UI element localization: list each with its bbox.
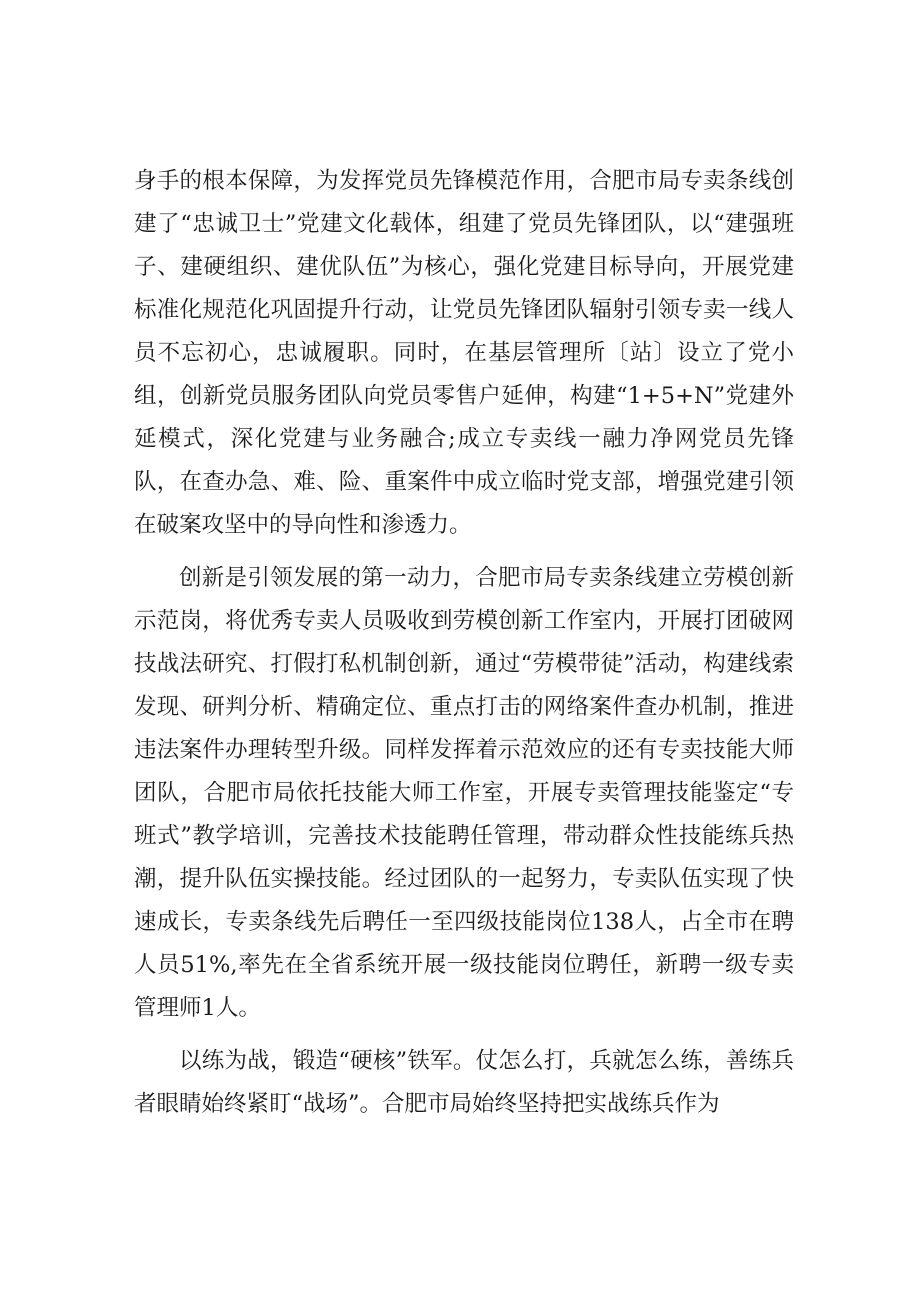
paragraph-3: 以练为战，锻造“硬核”铁军。仗怎么打，兵就怎么练，善练兵者眼睛始终紧盯“战场”。合肥市局始终坚持把实战练兵作为 — [134, 1048, 794, 1117]
paragraph-2: 创新是引领发展的第一动力，合肥市局专卖条线建立劳模创新示范岗，将优秀专卖人员吸收到劳模创新工作室内，开展打团破网技战法研究、打假打私机制创新，通过“劳模带徒”活动，构建线索发现、研判分析、精确定位、重点打击的网络案件查办机制，推进违法案件办理转型升级。同样发挥着示范效应的还有专卖技能大师团队，合肥市局依托技能大师工作室，开展专卖管理技能鉴定“专班式”教学培训，完善技术技能聘任管理，带动群众性技能练兵热潮，提升队伍实操技能。经过团队的一起努力，专卖队伍实现了快速成长，专卖条线先后聘任一至四级技能岗位138人，占全市在聘人员51%,率先在全省系统开展一级技能岗位聘任，新聘一级专卖管理师1人。 — [134, 565, 794, 1021]
document-body — [134, 160, 794, 1126]
paragraph-1: 身手的根本保障，为发挥党员先锋模范作用，合肥市局专卖条线创建了“忠诚卫士”党建文化载体，组建了党员先锋团队，以“建强班子、建硬组织、建优队伍”为核心，强化党建目标导向，开展党建标准化规范化巩固提升行动，让党员先锋团队辐射引领专卖一线人员不忘初心，忠诚履职。同时，在基层管理所〔站〕设立了党小组，创新党员服务团队向党员零售户延伸，构建“1+5+N”党建外延模式，深化党建与业务融合;成立专卖线一融力净网党员先锋队，在查办急、难、险、重案件中成立临时党支部，增强党建引领在破案攻坚中的导向性和渗透力。 — [134, 168, 794, 538]
